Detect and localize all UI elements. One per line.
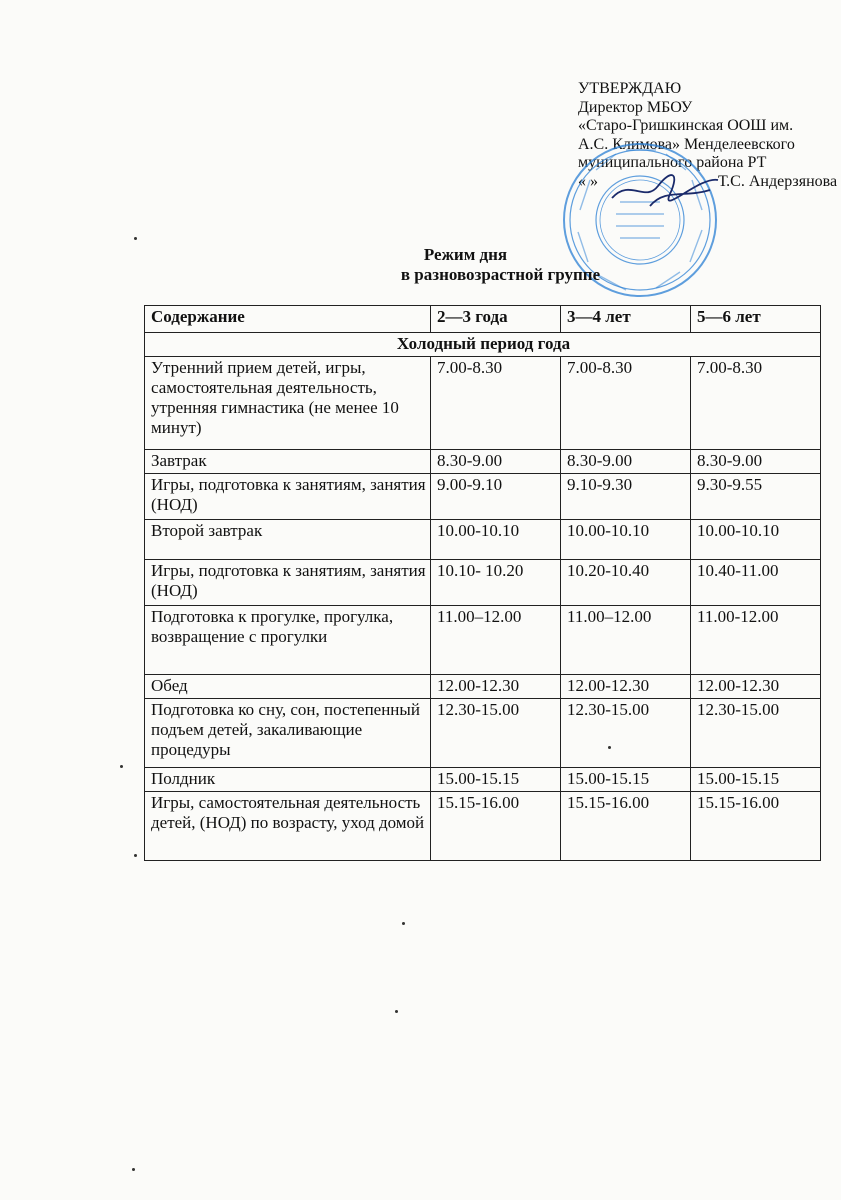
time-cell: 9.30-9.55 bbox=[691, 474, 821, 520]
time-cell: 7.00-8.30 bbox=[561, 357, 691, 450]
time-cell: 8.30-9.00 bbox=[691, 450, 821, 474]
period-row bbox=[145, 333, 821, 357]
table-row bbox=[145, 699, 821, 768]
activity-cell: Подготовка ко сну, сон, постепенный подъем детей, закаливающие процедуры bbox=[145, 699, 431, 768]
table-row bbox=[145, 450, 821, 474]
header-age-3-4: 3—4 лет bbox=[561, 306, 691, 333]
activity-cell: Игры, подготовка к занятиям, занятия (НОД) bbox=[145, 560, 431, 606]
activity-cell: Обед bbox=[145, 675, 431, 699]
time-cell: 10.00-10.10 bbox=[431, 520, 561, 560]
period-label: Холодный период года bbox=[145, 333, 821, 357]
director-signature bbox=[610, 168, 720, 208]
activity-cell: Игры, подготовка к занятиям, занятия (НОД) bbox=[145, 474, 431, 520]
time-cell: 10.20-10.40 bbox=[561, 560, 691, 606]
time-cell: 9.10-9.30 bbox=[561, 474, 691, 520]
activity-cell: Игры, самостоятельная деятельность детей, (НОД) по возрасту, уход домой bbox=[145, 792, 431, 861]
table-row bbox=[145, 474, 821, 520]
time-cell: 11.00–12.00 bbox=[431, 606, 561, 675]
activity-cell: Второй завтрак bbox=[145, 520, 431, 560]
time-cell: 12.00-12.30 bbox=[691, 675, 821, 699]
time-cell: 15.15-16.00 bbox=[431, 792, 561, 861]
schedule-table bbox=[144, 305, 821, 861]
time-cell: 11.00–12.00 bbox=[561, 606, 691, 675]
time-cell: 10.40-11.00 bbox=[691, 560, 821, 606]
approval-school-name: А.С. Климова» Менделеевского bbox=[578, 135, 795, 153]
header-age-5-6: 5—6 лет bbox=[691, 306, 821, 333]
scan-speck bbox=[395, 1010, 398, 1013]
time-cell: 7.00-8.30 bbox=[691, 357, 821, 450]
scan-speck bbox=[402, 922, 405, 925]
activity-cell: Утренний прием детей, игры, самостоятельная деятельность, утренняя гимнастика (не менее 10 минут) bbox=[145, 357, 431, 450]
time-cell: 12.00-12.30 bbox=[561, 675, 691, 699]
header-activity: Содержание bbox=[145, 306, 431, 333]
time-cell: 10.00-10.10 bbox=[561, 520, 691, 560]
approval-school: «Старо-Гришкинская ООШ им. bbox=[578, 117, 794, 134]
approval-district: муниципального района РТ bbox=[578, 154, 767, 171]
time-cell: 10.00-10.10 bbox=[691, 520, 821, 560]
time-cell: 12.30-15.00 bbox=[561, 699, 691, 768]
table-row bbox=[145, 675, 821, 699]
time-cell: 8.30-9.00 bbox=[431, 450, 561, 474]
table-header-row bbox=[145, 306, 821, 333]
activity-cell: Полдник bbox=[145, 768, 431, 792]
time-cell: 15.00-15.15 bbox=[431, 768, 561, 792]
time-cell: 12.30-15.00 bbox=[431, 699, 561, 768]
table-row bbox=[145, 520, 821, 560]
table-row bbox=[145, 560, 821, 606]
scan-speck bbox=[134, 237, 137, 240]
approval-date-quote: « » bbox=[578, 172, 598, 190]
activity-cell: Подготовка к прогулке, прогулка, возвращение с прогулки bbox=[145, 606, 431, 675]
scan-speck bbox=[134, 854, 137, 857]
time-cell: 12.30-15.00 bbox=[691, 699, 821, 768]
time-cell: 8.30-9.00 bbox=[561, 450, 691, 474]
table-row bbox=[145, 768, 821, 792]
time-cell: 9.00-9.10 bbox=[431, 474, 561, 520]
header-age-2-3: 2—3 года bbox=[431, 306, 561, 333]
time-cell: 10.10- 10.20 bbox=[431, 560, 561, 606]
table-row bbox=[145, 606, 821, 675]
time-cell: 15.00-15.15 bbox=[561, 768, 691, 792]
page-subtitle: в разновозрастной группе bbox=[400, 265, 601, 284]
time-cell: 15.00-15.15 bbox=[691, 768, 821, 792]
approval-heading: УТВЕРЖДАЮ bbox=[578, 80, 682, 97]
table-row bbox=[145, 792, 821, 861]
time-cell: 11.00-12.00 bbox=[691, 606, 821, 675]
activity-cell: Завтрак bbox=[145, 450, 431, 474]
time-cell: 12.00-12.30 bbox=[431, 675, 561, 699]
page-title: Режим дня bbox=[423, 245, 508, 264]
table-row bbox=[145, 357, 821, 450]
time-cell: 15.15-16.00 bbox=[691, 792, 821, 861]
approval-position: Директор МБОУ bbox=[578, 98, 693, 116]
time-cell: 7.00-8.30 bbox=[431, 357, 561, 450]
scan-speck bbox=[608, 746, 611, 749]
scan-speck bbox=[132, 1168, 135, 1171]
time-cell: 15.15-16.00 bbox=[561, 792, 691, 861]
scan-speck bbox=[120, 765, 123, 768]
director-name: Т.С. Андерзянова bbox=[718, 172, 838, 190]
